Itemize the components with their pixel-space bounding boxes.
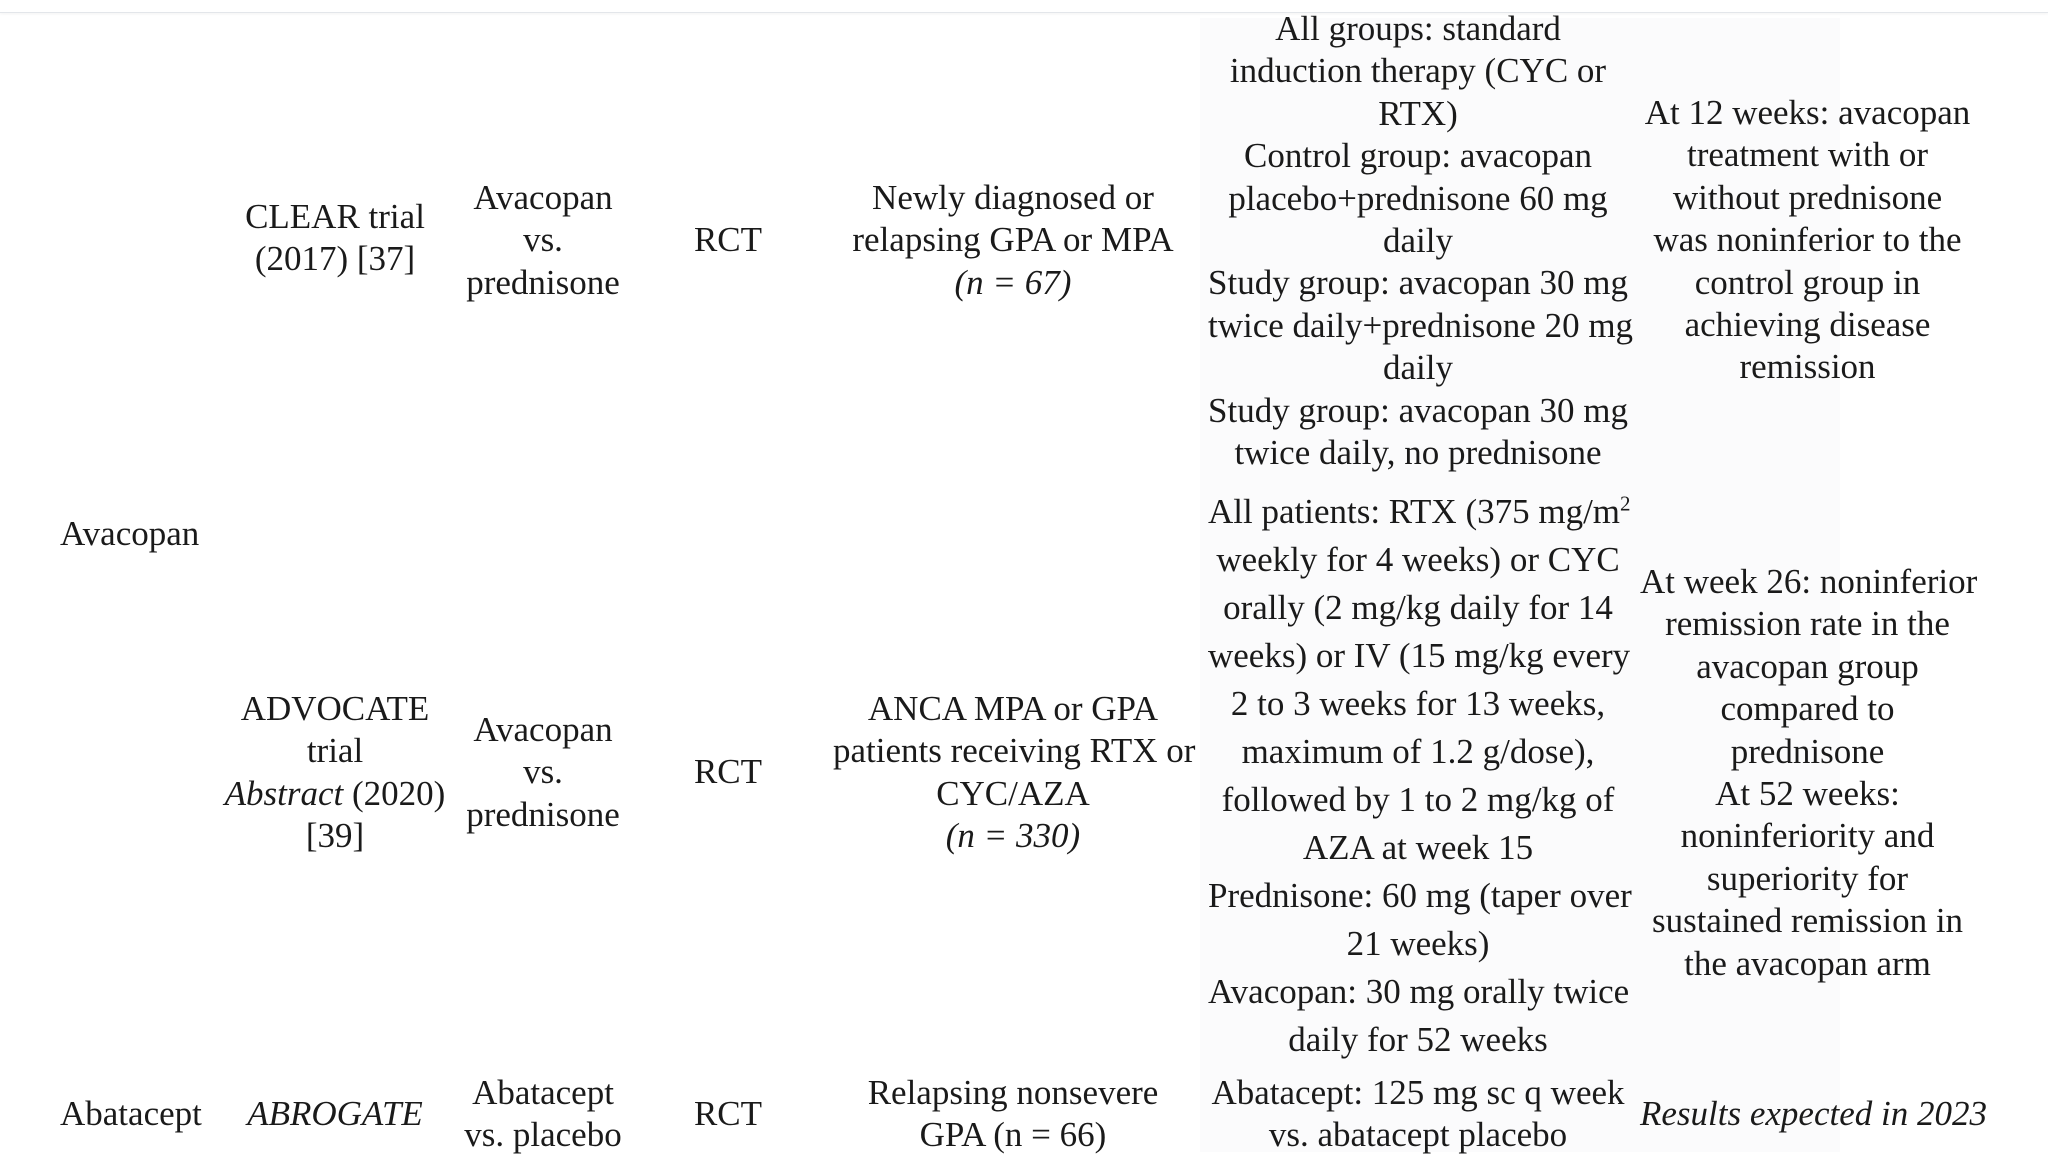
trial-name-cell — [220, 688, 450, 858]
comparison-line: vs. — [523, 220, 563, 260]
comparison-line: Avacopan — [473, 710, 613, 749]
trial-name-line: [39] — [305, 816, 365, 856]
intervention-line: maximum of 1.2 g/dose), — [1241, 732, 1595, 771]
intervention-cell — [1208, 1072, 1628, 1157]
intervention-line: Study group: avacopan 30 mg — [1208, 390, 1628, 430]
population-cell — [833, 1072, 1193, 1157]
design-cell: RCT — [693, 1094, 763, 1133]
trial-name-line: trial — [306, 731, 364, 771]
trial-name-cell — [235, 196, 435, 281]
outcome-line: control group in — [1694, 262, 1921, 302]
intervention-cell — [1208, 488, 1632, 1064]
comparison-line: vs. — [523, 752, 563, 792]
trial-name-cell: ABROGATE — [247, 1094, 423, 1133]
intervention-line: weeks) or IV (15 mg/kg every — [1208, 636, 1631, 675]
comparison-cell — [443, 1072, 643, 1157]
intervention-line: Prednisone: 60 mg (taper over — [1208, 876, 1632, 915]
population-line: relapsing GPA or MPA — [852, 220, 1174, 260]
population-line: (n = 67) — [954, 262, 1072, 302]
trial-name-line: Abstract (2020) — [224, 773, 446, 813]
intervention-line: daily — [1383, 348, 1453, 388]
intervention-line: AZA at week 15 — [1302, 828, 1534, 867]
population-line: Relapsing nonsevere — [867, 1073, 1159, 1112]
outcome-line: the avacopan arm — [1684, 943, 1931, 983]
intervention-line: All patients: RTX (375 $mg/m^2$ — [1208, 491, 1631, 531]
outcome-line: remission rate in the — [1665, 604, 1950, 644]
population-line: (n = 330) — [945, 816, 1081, 856]
intervention-line: daily — [1383, 221, 1453, 261]
intervention-line: followed by 1 to 2 mg/kg of — [1221, 780, 1615, 819]
intervention-line: 2 to 3 weeks for 13 weeks, — [1230, 684, 1606, 723]
intervention-line: induction therapy (CYC or — [1229, 51, 1607, 91]
page-top-bar — [0, 0, 2048, 13]
intervention-line: Control group: avacopan — [1244, 136, 1592, 176]
comparison-line: prednisone — [466, 794, 620, 834]
design-cell: RCT — [693, 752, 763, 791]
intervention-line: weekly for 4 weeks) or CYC — [1216, 540, 1620, 579]
comparison-cell — [443, 709, 643, 836]
population-line: Newly diagnosed or — [872, 178, 1154, 217]
drug-cell: Abatacept — [60, 1094, 202, 1133]
design-cell: RCT — [693, 220, 763, 259]
trial-name-line: (2017) [37] — [254, 239, 416, 279]
intervention-line: Avacopan: 30 mg orally twice — [1208, 972, 1630, 1011]
outcome-line: At 12 weeks: avacopan — [1644, 93, 1971, 132]
outcome-line: noninferiority and — [1680, 816, 1935, 856]
comparison-line: vs. placebo — [464, 1115, 622, 1155]
intervention-line: placebo+prednisone 60 mg — [1228, 178, 1608, 218]
intervention-line: 21 weeks) — [1346, 924, 1490, 963]
comparison-cell — [443, 177, 643, 304]
population-cell — [833, 177, 1193, 304]
outcome-line: prednisone — [1730, 731, 1885, 771]
comparison-line: prednisone — [466, 262, 620, 302]
outcome-line: was noninferior to the — [1653, 220, 1962, 260]
comparison-line: Abatacept — [472, 1073, 614, 1112]
population-line: GPA (n = 66) — [919, 1115, 1107, 1155]
intervention-line: vs. abatacept placebo — [1268, 1115, 1568, 1155]
outcome-line: sustained remission in — [1651, 901, 1964, 941]
outcome-line: treatment with or — [1686, 135, 1929, 175]
outcome-cell — [1640, 561, 1978, 985]
outcome-line: At 52 weeks: — [1715, 774, 1900, 814]
outcome-cell — [1640, 92, 1975, 389]
population-line: ANCA MPA or GPA — [867, 689, 1159, 728]
intervention-line: RTX) — [1378, 93, 1458, 133]
intervention-line: daily for 52 weeks — [1288, 1020, 1548, 1059]
intervention-line: twice daily+prednisone 20 mg — [1208, 305, 1634, 345]
outcome-line: At week 26: noninferior — [1640, 562, 1978, 601]
outcome-line: avacopan group — [1696, 646, 1919, 686]
intervention-cell — [1208, 8, 1634, 474]
comparison-line: Avacopan — [473, 178, 613, 217]
drug-cell: Avacopan — [60, 514, 200, 553]
outcome-line: compared to — [1720, 689, 1895, 729]
outcome-cell: Results expected in 2023 — [1640, 1094, 1987, 1133]
intervention-line: orally (2 mg/kg daily for 14 — [1223, 588, 1613, 627]
population-cell — [833, 688, 1196, 858]
outcome-line: without prednisone — [1672, 177, 1943, 217]
population-line: patients receiving RTX or — [833, 731, 1196, 771]
trial-name-line: CLEAR trial — [245, 197, 425, 236]
outcome-line: achieving disease — [1684, 305, 1931, 345]
intervention-line: Study group: avacopan 30 mg — [1208, 263, 1628, 303]
intervention-line: twice daily, no prednisone — [1234, 433, 1602, 473]
outcome-line: remission — [1739, 347, 1876, 387]
trial-name-line: ADVOCATE — [240, 689, 430, 728]
intervention-line: All groups: standard — [1275, 9, 1561, 48]
intervention-line: Abatacept: 125 mg sc q week — [1211, 1073, 1625, 1112]
outcome-line: superiority for — [1706, 858, 1909, 898]
population-line: CYC/AZA — [936, 773, 1090, 813]
